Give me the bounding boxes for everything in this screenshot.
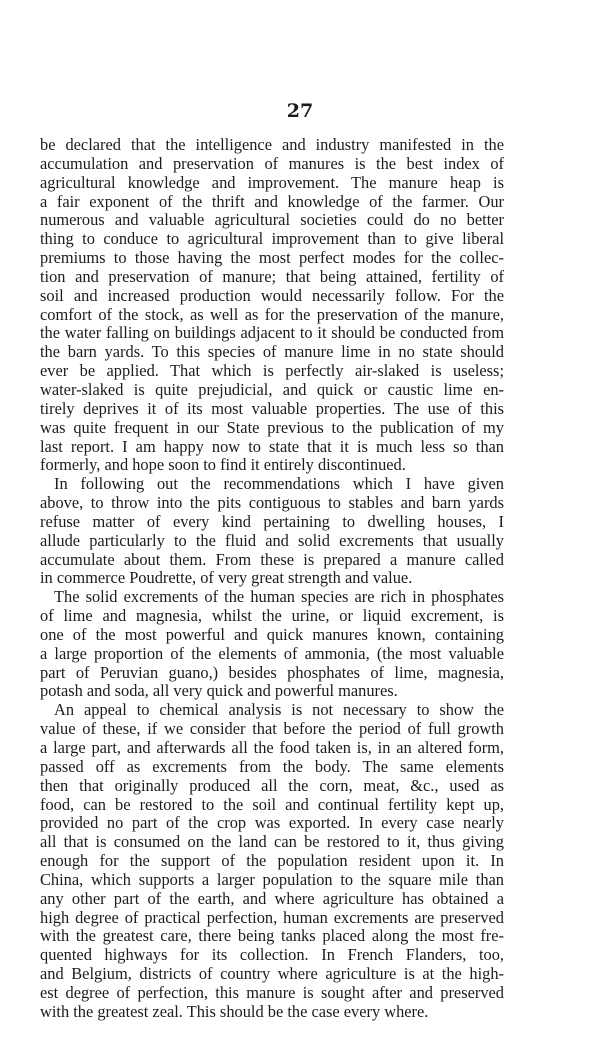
text-line: water-slaked is quite prejudicial, and quick or caustic lime en- — [40, 379, 504, 399]
text-line: a fair exponent of the thrift and knowledge of the farmer. Our — [40, 191, 504, 211]
page-number: 27 — [286, 100, 314, 122]
text-line: one of the most powerful and quick manures known, containing — [40, 624, 504, 644]
text-line: value of these, if we consider that before the period of full growth — [40, 719, 504, 739]
text-line: tirely deprives it of its most valuable properties. The use of this — [40, 398, 504, 418]
text-line: in commerce Poudrette, of very great strength and value. — [40, 568, 413, 588]
text-line: soil and increased production would necessarily follow. For the — [40, 285, 504, 305]
text-line: enough for the support of the population resident upon it. In — [40, 851, 504, 871]
paragraph — [40, 475, 504, 588]
text-line: ever be applied. That which is perfectly air-slaked is useless; — [40, 361, 504, 381]
text-line: a large part, and afterwards all the food taken is, in an altered form, — [40, 738, 504, 757]
text-line: be declared that the intelligence and industry manifested in the — [40, 135, 504, 154]
text-line: thing to conduce to agricultural improvement than to give liberal — [40, 229, 504, 249]
text-line: accumulation and preservation of manures is the best index of — [40, 153, 504, 173]
text-line: high degree of practical perfection, human excrements are preserved — [40, 907, 504, 927]
text-line: refuse matter of every kind pertaining to dwelling houses, I — [40, 511, 504, 531]
text-line: any other part of the earth, and where agriculture has obtained a — [40, 888, 504, 908]
text-line: allude particularly to the fluid and solid excrements that usually — [40, 530, 504, 550]
text-line: numerous and valuable agricultural societies could do no better — [40, 210, 504, 230]
text-line: all that is consumed on the land can be restored to it, thus giving — [40, 832, 504, 852]
text-line: quented highways for its collection. In French Flanders, too, — [40, 945, 504, 965]
text-line: agricultural knowledge and improvement. The manure heap is — [40, 172, 504, 192]
paragraph — [40, 136, 504, 475]
text-line: accumulate about them. From these is prepared a manure called — [40, 549, 504, 569]
text-line: last report. I am happy now to state that it is much less so than — [40, 436, 504, 456]
text-line: An appeal to chemical analysis is not necessary to show the — [54, 700, 504, 720]
text-line: the water falling on buildings adjacent to it should be conducted from — [40, 323, 504, 343]
paragraph — [40, 701, 504, 1021]
text-line: of lime and magnesia, whilst the urine, or liquid excrement, is — [40, 606, 504, 626]
text-line: comfort of the stock, as well as for the preservation of the manure, — [40, 304, 504, 324]
text-line: then that originally produced all the corn, meat, &c., used as — [40, 775, 504, 795]
text-line: and Belgium, districts of country where agriculture is at the high- — [40, 964, 504, 984]
text-line: China, which supports a larger population to the square mile than — [40, 869, 504, 889]
text-line: In following out the recommendations which I have given — [54, 474, 504, 494]
text-line: formerly, and hope soon to find it entirely discontinued. — [40, 455, 406, 475]
paragraph — [40, 588, 504, 701]
text-line: was quite frequent in our State previous to the publication of my — [40, 417, 504, 437]
text-line: the barn yards. To this species of manure lime in no state should — [40, 342, 504, 362]
text-line: with the greatest care, there being tanks placed along the most fre- — [40, 926, 504, 946]
text-line: est degree of perfection, this manure is sought after and preserved — [40, 982, 504, 1002]
text-line: part of Peruvian guano,) besides phosphates of lime, magnesia, — [40, 662, 504, 682]
text-line: tion and preservation of manure; that being attained, fertility of — [40, 266, 504, 286]
body-text — [40, 136, 504, 1022]
text-line: provided no part of the crop was exported. In every case nearly — [40, 813, 504, 833]
text-line: The solid excrements of the human species are rich in phosphates — [54, 587, 504, 607]
text-line: a large proportion of the elements of ammonia, (the most valuable — [40, 643, 504, 663]
text-line: food, can be restored to the soil and continual fertility kept up, — [40, 794, 504, 814]
text-line: above, to throw into the pits contiguous to stables and barn yards — [40, 493, 504, 513]
text-line: potash and soda, all very quick and powerful manures. — [40, 681, 398, 701]
text-line: passed off as excrements from the body. The same elements — [40, 756, 504, 776]
text-line: premiums to those having the most perfect modes for the collec- — [40, 248, 504, 268]
text-line: with the greatest zeal. This should be the case every where. — [40, 1001, 429, 1021]
